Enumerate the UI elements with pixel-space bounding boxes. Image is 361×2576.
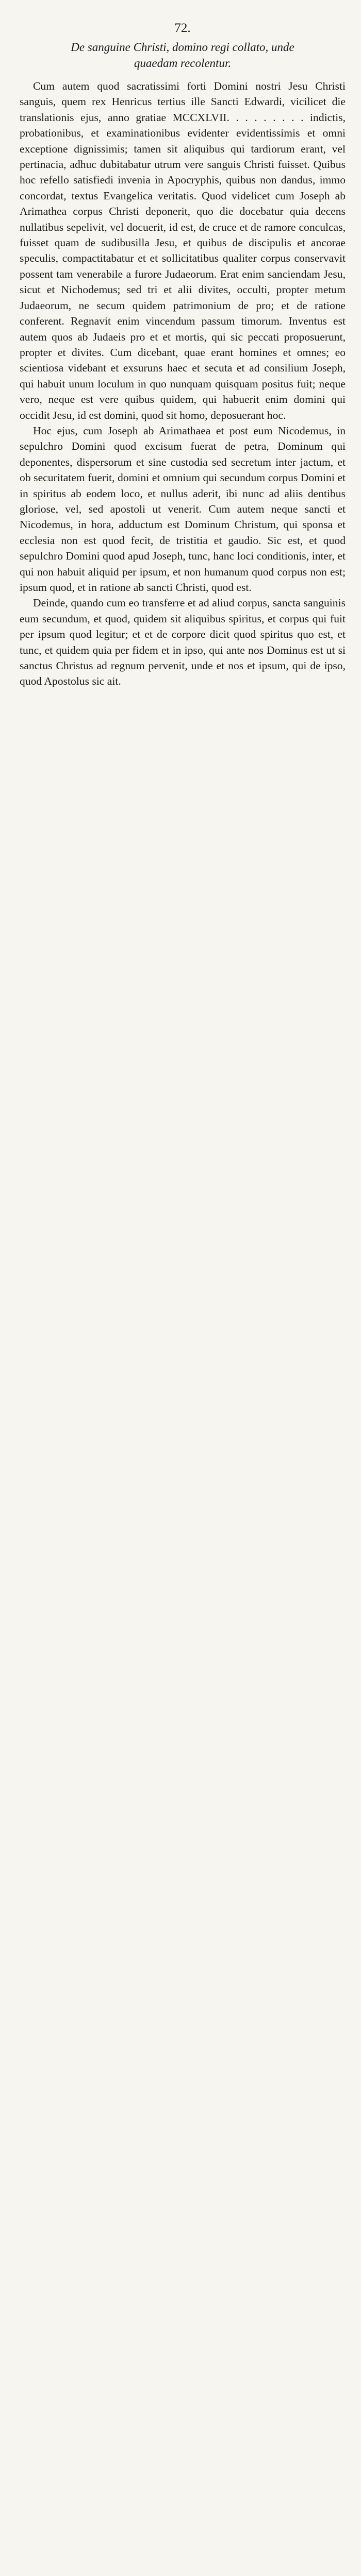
body-text: [20, 78, 346, 689]
paragraph: Hoc ejus, cum Joseph ab Arimathaea et post eum Nicodemus, in sepulchro Domini quod excisum fuerat de petra, Dominum qui deponentes, dispersorum et sine custodia sed secretum inter jactum, et ob securitatem fuerit, domini et omnium qui secundum corpus Domini et in spiritus ab eodem loco, et nullus aderit, ibi nunc ad aliis dentibus gloriose, vel, sed apostoli ut venerit. Cum autem neque sancti et Nicodemus, in hora, adductum est Dominum Christum, qui sponsa et ecclesia non est quod fecit, de tristitia et gaudio. Sic est, et quod sepulchro Domini quod apud Joseph, tunc, hanc loci conditionis, inter, et qui non habuit aliquid per ipsum, et non humanum quod corpus non est; ipsum quod, et in ratione ab sancti Christi, quod est.: [20, 424, 346, 594]
section-heading: [20, 39, 346, 71]
paragraph: Cum autem quod sacratissimi forti Domini nostri Jesu Christi sanguis, quem rex Henricus tertius ille Sancti Edwardi, vicilicet die translationis ejus, anno gratiae MCCXLVII. . . . . . . . . indictis, probationibus, et examinationibus evidenter evidentissimis et omni exceptione dignissimis; tamen sit aliquibus qui tardiorum erant, vel pertinacia, adhuc dubitabatur utrum vere sanguis Christi fuisset. Quibus hoc refello satisfiedi invenia in Apocryphis, quibus non dandus, immo concordat, textus Evangelica veritatis. Quod videlicet cum Joseph ab Arimathea corpus Christi deponerit, quo die docebatur quia decens nullatibus sepelivit, vel docuerit, id est, de cruce et de ramore conculcas, fuisset quam de sudibusilla Jesu, et quibus de discipulis et ancorae speculis, compactitabatur et et sollicitatibus qualiter corpus conservavit possent tam venerabile a furore Judaeorum. Erat enim sanciendam Jesu, sicut et Nichodemus; sed tri et alii divites, occulti, propter metum Judaeorum, ne secum quidem patrimonium de pro; et de ratione conferent. Regnavit enim vincendum passum timorum. Inventus est autem quos ab Judaeis pro et et mortis, qui sic peccati proposuerunt, propter et divites. Cum dicebant, quae erant homines et omnes; eo scientiosa videbant et exsuruns haec et secuta et ad consilium Joseph, qui habuit unum loculum in quo nunquam quisquam positus fuit; neque vero, neque est vere quibus quidem, qui habuerit enim domini qui occidit Jesu, id est domini, quod sit homo, deposuerant hoc.: [20, 80, 346, 421]
paragraph: Deinde, quando cum eo transferre et ad aliud corpus, sancta sanguinis eum secundum, et quod, quidem sit aliquibus spiritus, et corpus qui fuit per ipsum quod legitur; et et de corpore dicit quod spiritus quo est, et tunc, et quidem quia per fidem et in ipso, qui ante nos Dominus est ut si sanctus Christus ad regnum pervenit, unde et nos et ipsum, qui de ipso, quod Apostolus sic ait.: [20, 597, 346, 688]
heading-line-2: quaedam recolentur.: [134, 57, 232, 70]
page-number: 72.: [174, 21, 191, 35]
heading-line-1: De sanguine Christi, domino regi collato, unde: [71, 41, 294, 54]
